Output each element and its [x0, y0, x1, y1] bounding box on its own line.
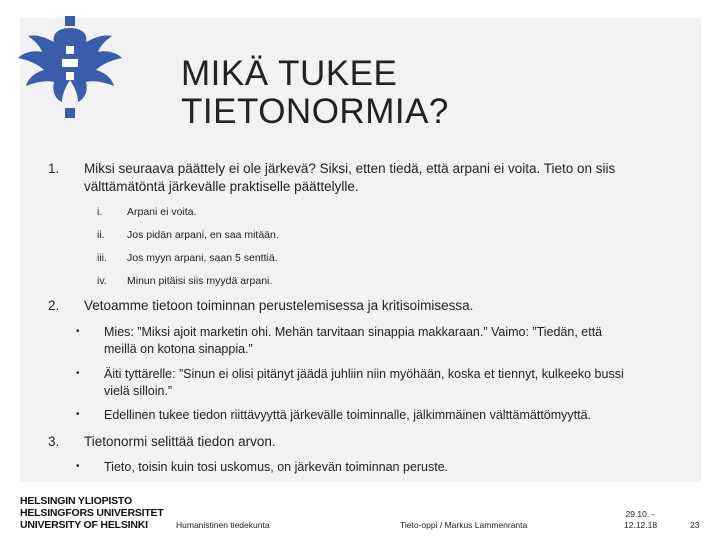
bullet-icon: • — [76, 409, 80, 420]
subitem-marker: i. — [97, 206, 103, 218]
bullet-icon: • — [76, 326, 80, 337]
item-number-3: 3. — [48, 434, 60, 449]
bullet-line: vielä silloin.” — [104, 384, 173, 398]
footer-course: Tieto-oppi / Markus Lammenranta — [400, 520, 528, 530]
item-number-1: 1. — [48, 161, 60, 176]
bullet-text — [104, 324, 694, 358]
item-number-2: 2. — [48, 298, 60, 313]
bullet-text: Edellinen tukee tiedon riittävyyttä järkevälle toiminnalle, jälkimmäinen välttämättömyyttä. — [104, 408, 592, 422]
subitem-marker: iii. — [97, 252, 107, 264]
footer-date-line-2: 12.12.18 — [624, 520, 658, 530]
subitem-text: Jos pidän arpani, en saa mitään. — [127, 229, 279, 241]
title-line-2: TIETONORMIA? — [181, 92, 449, 131]
title-line-1: MIKÄ TUKEE — [181, 54, 398, 93]
page-number: 23 — [690, 520, 700, 530]
slide-title — [181, 55, 449, 131]
footer-date-line-1: 29.10. - — [625, 509, 655, 519]
bullet-text: Tieto, toisin kuin tosi uskomus, on järkevän toiminnan peruste. — [104, 460, 449, 474]
bullet-icon: • — [76, 461, 80, 472]
footer-date — [624, 509, 656, 531]
bullet-line: meillä on kotona sinappia.” — [104, 342, 253, 356]
bullet-text — [104, 366, 694, 400]
university-name-fi: HELSINGIN YLIOPISTO — [20, 495, 132, 507]
helsinki-flame-logo-icon — [16, 14, 132, 122]
subitem-text: Arpani ei voita. — [127, 206, 197, 218]
footer-faculty: Humanistinen tiedekunta — [176, 520, 270, 530]
subitem-text: Minun pitäisi siis myydä arpani. — [127, 275, 273, 287]
item-1-line-1: Miksi seuraava päättely ei ole järkevä? Siksi, etten tiedä, että arpani ei voita. Tieto on siis — [84, 161, 616, 176]
item-text-2: Vetoamme tietoon toiminnan perustelemisessa ja kritisoimisessa. — [84, 298, 474, 313]
subitem-marker: ii. — [97, 229, 105, 241]
subitem-text: Jos myyn arpani, saan 5 senttiä. — [127, 252, 278, 264]
item-1-line-2: välttämätöntä järkevälle praktiselle päättelylle. — [84, 179, 359, 194]
bullet-line: Mies: ”Miksi ajoit marketin ohi. Mehän tarvitaan sinappia makkaraan.” Vaimo: ”Tiedän, että — [104, 325, 603, 339]
university-wordmark — [20, 495, 164, 531]
university-name-en: UNIVERSITY OF HELSINKI — [20, 519, 148, 531]
bullet-icon: • — [76, 368, 80, 379]
bullet-line: Äiti tyttärelle: ”Sinun ei olisi pitänyt jäädä juhliin niin myöhään, koska et tiennyt, kulkeeko bussi — [104, 367, 624, 381]
item-text-1 — [84, 160, 684, 196]
university-name-sv: HELSINGFORS UNIVERSITET — [20, 507, 164, 519]
item-text-3: Tietonormi selittää tiedon arvon. — [84, 434, 276, 449]
subitem-marker: iv. — [97, 275, 107, 287]
